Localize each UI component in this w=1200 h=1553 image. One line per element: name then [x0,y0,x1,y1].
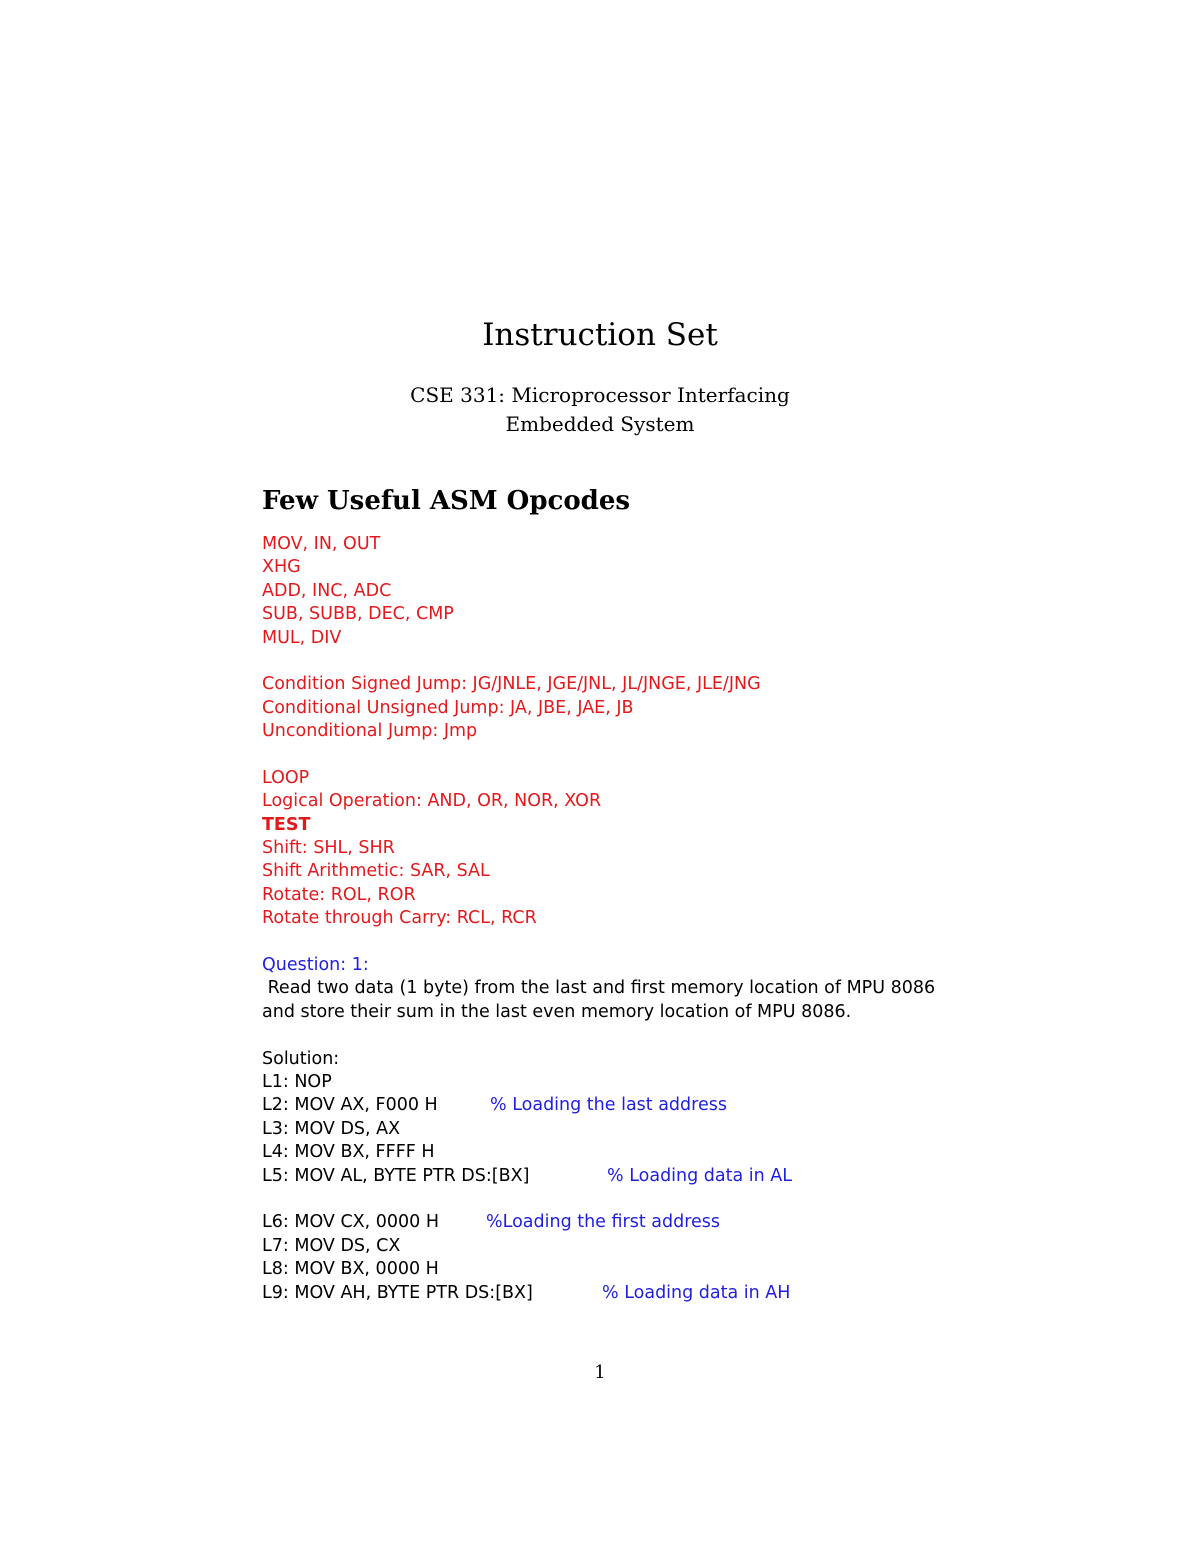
spacer [262,1188,935,1211]
code-text: L8: MOV BX, 0000 H [262,1259,439,1280]
rotate-carry-line: Rotate through Carry: RCL, RCR [262,908,537,929]
code-comment: % Loading the last address [490,1095,727,1116]
page-number: 1 [594,1362,606,1383]
shift-line: Shift: SHL, SHR [262,838,395,859]
section-heading: Few Useful ASM Opcodes [262,486,631,516]
code-line [262,1094,935,1117]
code-text: L3: MOV DS, AX [262,1118,401,1139]
code-text: L9: MOV AH, BYTE PTR DS:[BX] [262,1282,533,1303]
code-comment: %Loading the first address [486,1212,721,1233]
rotate-line: Rotate: ROL, ROR [262,884,416,905]
topic-subtitle: Embedded System [505,412,695,436]
code-text: L2: MOV AX, F000 H [262,1095,438,1116]
course-subtitle: CSE 331: Microprocessor Interfacing [410,383,790,407]
jump-line: Conditional Unsigned Jump: JA, JBE, JAE, JB [262,697,634,718]
test-line: TEST [262,814,311,835]
code-text: L7: MOV DS, CX [262,1235,401,1256]
spacer [262,744,935,767]
question-text: and store their sum in the last even memory location of MPU 8086. [262,1001,852,1022]
logical-line: Logical Operation: AND, OR, NOR, XOR [262,791,602,812]
opcode-line: XHG [262,557,301,578]
jump-line: Unconditional Jump: Jmp [262,721,478,742]
code-text: L5: MOV AL, BYTE PTR DS:[BX] [262,1165,530,1186]
code-text: L1: NOP [262,1071,332,1092]
code-text: L6: MOV CX, 0000 H [262,1212,440,1233]
code-line [262,1211,935,1234]
code-line [262,1282,935,1305]
question-text: Read two data (1 byte) from the last and first memory location of MPU 8086 [262,978,936,999]
code-text: L4: MOV BX, FFFF H [262,1142,435,1163]
shift-arith-line: Shift Arithmetic: SAR, SAL [262,861,490,882]
code-line [262,1258,935,1281]
question-label: Question: 1: [262,955,369,976]
code-line [262,1071,935,1094]
code-line [262,1118,935,1141]
spacer [262,650,935,673]
loop-line: LOOP [262,767,310,788]
jump-line: Condition Signed Jump: JG/JNLE, JGE/JNL, JL/JNGE, JLE/JNG [262,674,761,695]
code-line [262,1235,935,1258]
document-body [262,533,935,1305]
code-line [262,1141,935,1164]
opcode-line: MUL, DIV [262,627,342,648]
spacer [262,1024,935,1047]
spacer [262,931,935,954]
code-comment: % Loading data in AH [602,1282,791,1303]
solution-label: Solution: [262,1048,340,1069]
opcode-line: MOV, IN, OUT [262,534,381,554]
code-line [262,1165,935,1188]
document-title: Instruction Set [482,317,718,353]
opcode-line: SUB, SUBB, DEC, CMP [262,604,454,625]
opcode-line: ADD, INC, ADC [262,580,392,601]
code-comment: % Loading data in AL [607,1165,793,1186]
